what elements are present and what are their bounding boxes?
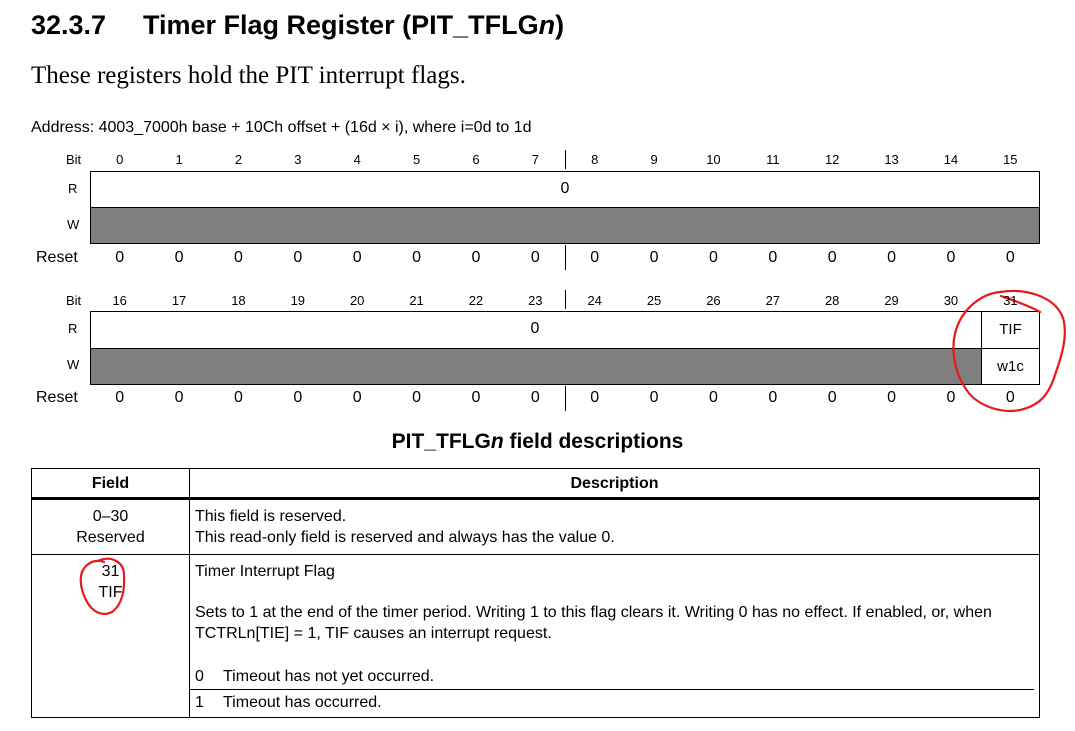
reset-value: 0 xyxy=(352,249,362,266)
bit-number: 25 xyxy=(646,293,662,308)
reset-value: 0 xyxy=(708,249,718,266)
read-value-row2: 0 xyxy=(530,320,540,337)
section-title: Timer Flag Register (PIT_TFLGn) xyxy=(143,10,565,40)
reset-value: 0 xyxy=(471,389,481,406)
reset-value: 0 xyxy=(530,249,540,266)
bit-number: 18 xyxy=(231,293,246,308)
bit-number: 26 xyxy=(706,293,721,308)
bit-number: 19 xyxy=(290,293,306,308)
bit-number: 20 xyxy=(349,293,365,308)
bit-number: 3 xyxy=(294,152,302,167)
description-text: This field is reserved. xyxy=(195,508,347,525)
reset-value: 0 xyxy=(174,389,184,406)
description-text: Sets to 1 at the end of the timer period. Writing 1 to this flag clears it. Writing 0 has no effect. If enabled, or, when TCTRLn[TIE] = 1, TIF causes an interrupt request. xyxy=(195,604,992,642)
bit-number: 22 xyxy=(468,293,484,308)
reset-value: 0 xyxy=(530,389,540,406)
bit-number: 27 xyxy=(765,293,781,308)
bit-number: 1 xyxy=(175,152,183,167)
intro-text: These registers hold the PIT interrupt flags. xyxy=(31,62,466,89)
reset-value: 0 xyxy=(115,389,125,406)
bit-number: 2 xyxy=(234,152,243,167)
read-value-row1: 0 xyxy=(560,180,570,197)
reset-value: 0 xyxy=(649,249,659,266)
bit-number: 17 xyxy=(171,293,187,308)
bit-number: 5 xyxy=(412,152,421,167)
reset-value: 0 xyxy=(887,389,897,406)
reset-value: 0 xyxy=(827,249,837,266)
bit-number: 13 xyxy=(884,152,899,167)
bit-number: 23 xyxy=(528,293,543,308)
bit-number: 14 xyxy=(943,152,959,167)
table-title: PIT_TFLGn field descriptions xyxy=(391,430,684,453)
reset-value: 0 xyxy=(293,249,303,266)
bit-number: 9 xyxy=(650,152,658,167)
description-column-header: Description xyxy=(190,469,1040,499)
reset-label: Reset xyxy=(36,389,78,406)
bit-number: 24 xyxy=(587,293,602,308)
enum-value: 0 xyxy=(195,668,204,685)
reset-value: 0 xyxy=(352,389,362,406)
reset-value: 0 xyxy=(174,249,184,266)
reset-value: 0 xyxy=(1005,249,1015,266)
address-line: Address: 4003_7000h base + 10Ch offset + (16d × i), where i=0d to 1d xyxy=(31,119,532,136)
reset-value: 0 xyxy=(887,249,897,266)
tif-read-cell: TIF xyxy=(981,311,1040,349)
reset-value: 0 xyxy=(293,389,303,406)
bit-number: 6 xyxy=(472,152,480,167)
description-text: This read-only field is reserved and always has the value 0. xyxy=(195,529,615,546)
field-bits: 31 xyxy=(101,563,120,580)
field-name: TIF xyxy=(98,584,123,601)
reset-value: 0 xyxy=(590,249,600,266)
description-title: Timer Interrupt Flag xyxy=(195,563,335,580)
read-label: R xyxy=(68,321,78,336)
reset-value: 0 xyxy=(768,249,778,266)
enum-text: Timeout has occurred. xyxy=(223,694,382,711)
reset-value: 0 xyxy=(1005,389,1015,406)
bit-number: 12 xyxy=(824,152,840,167)
field-name: Reserved xyxy=(76,529,145,546)
bit-number: 31 xyxy=(1003,293,1018,308)
bit-label: Bit xyxy=(66,152,82,167)
reset-value: 0 xyxy=(946,249,956,266)
red-circle-annotation xyxy=(81,559,124,614)
reset-value: 0 xyxy=(471,249,481,266)
bit-number: 16 xyxy=(112,293,127,308)
bit-number: 21 xyxy=(409,293,424,308)
field-bits: 0–30 xyxy=(92,508,129,525)
section-number: 32.3.7 xyxy=(31,10,107,40)
reset-value: 0 xyxy=(946,389,956,406)
bit-number: 29 xyxy=(884,293,899,308)
reset-value: 0 xyxy=(768,389,778,406)
reset-value: 0 xyxy=(233,249,243,266)
enum-value: 1 xyxy=(195,694,204,711)
bit-number: 4 xyxy=(353,152,361,167)
reset-value: 0 xyxy=(115,249,125,266)
read-label: R xyxy=(68,181,78,196)
reset-value: 0 xyxy=(412,249,422,266)
reset-value: 0 xyxy=(708,389,718,406)
write-label: W xyxy=(67,217,80,232)
bit-number: 11 xyxy=(766,152,780,167)
reset-value: 0 xyxy=(590,389,600,406)
bit-number: 8 xyxy=(591,152,599,167)
write-label: W xyxy=(67,357,80,372)
reset-value: 0 xyxy=(412,389,422,406)
reset-value: 0 xyxy=(649,389,659,406)
bit-number: 10 xyxy=(706,152,721,167)
bit-label: Bit xyxy=(66,293,82,308)
reset-value: 0 xyxy=(827,389,837,406)
enum-text: Timeout has not yet occurred. xyxy=(223,668,435,685)
tif-write-cell: w1c xyxy=(981,348,1040,385)
reset-value: 0 xyxy=(233,389,243,406)
bit-number: 30 xyxy=(943,293,959,308)
bit-number: 28 xyxy=(824,293,840,308)
bit-number: 15 xyxy=(1003,152,1018,167)
field-column-header: Field xyxy=(32,469,190,499)
bit-number: 7 xyxy=(531,152,539,167)
reset-label: Reset xyxy=(36,249,78,266)
bit-number: 0 xyxy=(116,152,124,167)
